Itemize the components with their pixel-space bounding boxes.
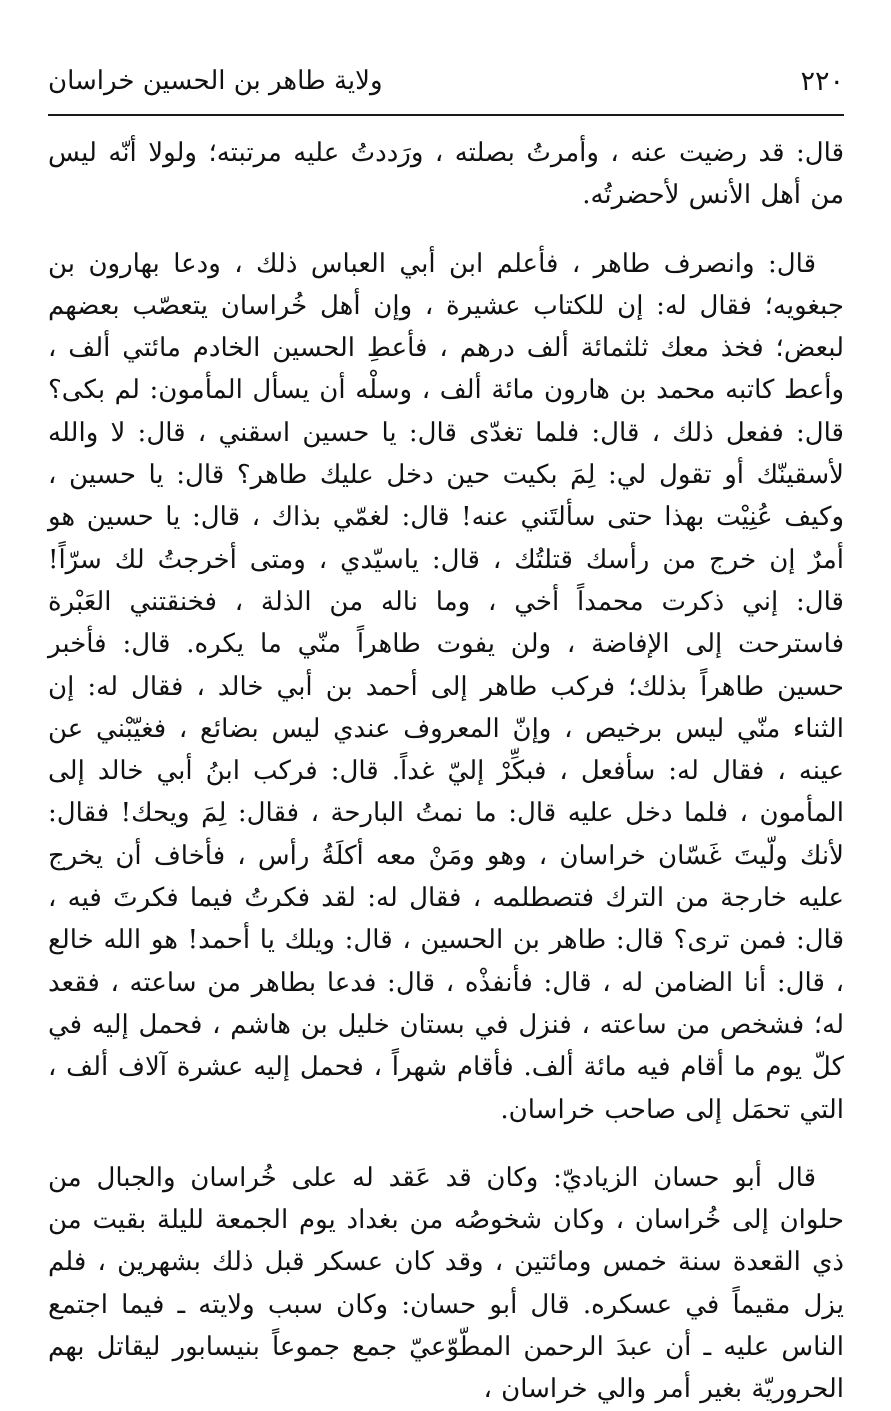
page-number: ٢٢٠ <box>800 66 844 97</box>
running-header <box>48 52 844 116</box>
paragraph-1: قال: قد رضيت عنه ، وأمرتُ بصلته ، ورَددتُ عليه مرتبته؛ ولولا أنّه ليس من أهل الأنس لأحضرتُه. <box>48 138 844 211</box>
paragraph-2: قال: وانصرف طاهر ، فأعلم ابن أبي العباس ذلك ، ودعا بهارون بن جبغويه؛ فقال له: إن للكتاب عشيرة ، وإن أهل خُراسان يتعصّب بعضهم لبعض؛ فخذ معك ثلثمائة ألف درهم ، فأعطِ الحسين الخادم مائتي ألف ، وأعط كاتبه محمد بن هارون مائة ألف ، وسلْه أن يسأل المأمون: لم بكى؟ قال: ففعل ذلك ، قال: فلما تغدّى قال: يا حسين اسقني ، قال: لا والله لأسقينّك أو تقول لي: لِمَ بكيت حين دخل عليك طاهر؟ قال: يا حسين ، وكيف عُنِيْت بهذا حتى سألتَني عنه! قال: لغمّي بذاك ، قال: يا حسين هو أمرٌ إن خرج من رأسك قتلتُك ، قال: ياسيّدي ، ومتى أخرجتُ لك سرّاً! قال: إني ذكرت محمداً أخي ، وما ناله من الذلة ، فخنقتني العَبْرة فاسترحت إلى الإفاضة ، ولن يفوت طاهراً منّي ما يكره. قال: فأخبر حسين طاهراً بذلك؛ فركب طاهر إلى أحمد بن أبي خالد ، فقال له: إن الثناء منّي ليس برخيص ، وإنّ المعروف عندي ليس بضائع ، فغيّبْني عن عينه ، فقال له: سأفعل ، فبكِّرْ إليّ غداً. قال: فركب ابنُ أبي خالد إلى المأمون ، فلما دخل عليه قال: ما نمتُ البارحة ، فقال: لِمَ ويحك! فقال: لأنك ولّيتَ غَسّان خراسان ، وهو ومَنْ معه أكلَةُ رأس ، فأخاف أن يخرج عليه خارجة من الترك فتصطلمه ، فقال له: لقد فكرتُ فيما فكرتَ فيه ، قال: فمن ترى؟ قال: طاهر بن الحسين ، قال: ويلك يا أحمد! هو الله خالع ، قال: أنا الضامن له ، قال: فأنفذْه ، قال: فدعا بطاهر من ساعته ، فقعد له؛ فشخص من ساعته ، فنزل في بستان خليل بن هاشم ، فحمل إليه في كلّ يوم ما أقام فيه مائة ألف. فأقام شهراً ، فحمل إليه عشرة آلاف ألف ، التي تحمَل إلى صاحب خراسان. <box>48 248 844 1125</box>
body-text <box>48 132 844 1411</box>
chapter-title: ولاية طاهر بن الحسين خراسان <box>48 66 383 96</box>
paragraph-3: قال أبو حسان الزياديّ: وكان قد عَقد له على خُراسان والجبال من حلوان إلى خُراسان ، وكان شخوصُه من بغداد يوم الجمعة لليلة بقيت من ذي القعدة سنة خمس ومائتين ، وقد كان عسكر قبل ذلك بشهرين ، فلم يزل مقيماً في عسكره. قال أبو حسان: وكان سبب ولايته ـ فيما اجتمع الناس عليه ـ أن عبدَ الرحمن المطّوّعيّ جمع جموعاً بنيسابور ليقاتل بهم الحروريّة بغير أمر والي خراسان ، <box>48 1162 844 1405</box>
book-page <box>48 52 844 1405</box>
